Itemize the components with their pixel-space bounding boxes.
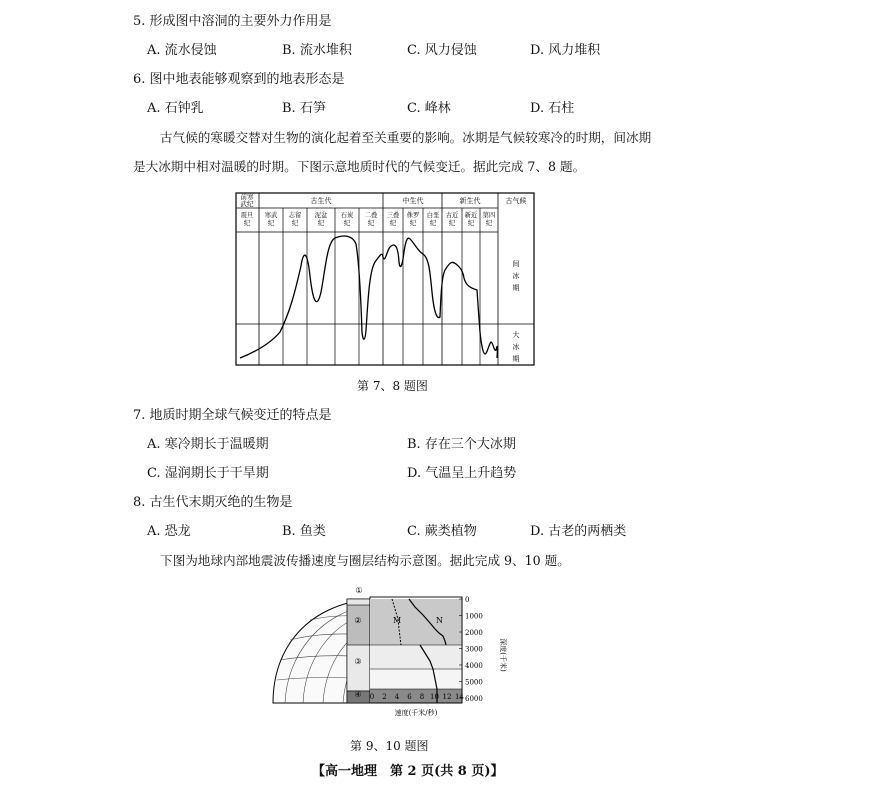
passage2: 下图为地球内部地震波传播速度与圈层结构示意图。据此完成 9、10 题。 — [160, 553, 570, 568]
period-label: 纪 — [317, 220, 325, 227]
period-label: 白垩 — [426, 212, 440, 219]
speed-tick: 14 — [455, 693, 464, 701]
q5-option-a: A. 流水侵蚀 — [147, 43, 217, 58]
period-label: 纪 — [343, 220, 351, 227]
q6-stem: 6. 图中地表能够观察到的地表形态是 — [133, 72, 345, 87]
period-label: 第四 — [482, 212, 496, 219]
q5-option-b: B. 流水堆积 — [282, 43, 352, 58]
speed-tick: 12 — [442, 693, 452, 701]
period-label: 纪 — [409, 220, 417, 227]
q8-option-a: A. 恐龙 — [147, 524, 191, 539]
depth-tick: 2000 — [465, 629, 483, 637]
speed-tick: 2 — [382, 693, 387, 701]
cenozoic-label: 新生代 — [459, 197, 481, 205]
period-label: 志留 — [288, 212, 302, 219]
q6-option-b: B. 石笋 — [282, 101, 326, 116]
period-label: 新近 — [464, 212, 478, 219]
wave-label-n: N — [436, 616, 443, 625]
q5-option-d: D. 风力堆积 — [530, 43, 601, 58]
paleoclimate-label: 古气候 — [505, 197, 527, 205]
period-label: 纪 — [389, 220, 397, 227]
precambrian-label: 前寒 — [240, 193, 254, 201]
glacial-label: 冰 — [512, 343, 520, 351]
speed-tick: 4 — [394, 693, 400, 701]
period-label: 石炭 — [340, 212, 354, 219]
mesozoic-label: 中生代 — [402, 197, 424, 205]
interglacial-label: 间 — [512, 260, 520, 268]
speed-tick: 8 — [419, 693, 425, 701]
period-label: 二叠 — [364, 212, 378, 219]
q7-option-c: C. 湿润期长于干旱期 — [147, 466, 269, 481]
period-label: 纪 — [485, 220, 493, 227]
depth-axis-label: 深度(千米) — [499, 638, 507, 672]
q8-option-d: D. 古老的两栖类 — [530, 524, 627, 539]
period-label: 震旦 — [240, 212, 254, 219]
period-label: 寒武 — [264, 212, 278, 219]
depth-tick: 6000 — [465, 695, 483, 703]
interglacial-label: 冰 — [512, 272, 520, 280]
page-footer: 【高一地理 第 2 页(共 8 页)】 — [312, 764, 504, 779]
earth-interior-figure — [265, 585, 515, 720]
q8-option-b: B. 鱼类 — [282, 524, 326, 539]
depth-tick: 4000 — [465, 662, 483, 670]
period-label: 侏罗 — [406, 212, 420, 219]
svg-text:武纪: 武纪 — [240, 200, 254, 208]
layer-marker: ④ — [354, 690, 362, 699]
speed-tick: 10 — [430, 693, 439, 701]
wave-label-m: M — [393, 616, 402, 625]
paleozoic-label: 古生代 — [310, 197, 332, 205]
q8-option-c: C. 蕨类植物 — [407, 524, 477, 539]
q6-option-d: D. 石柱 — [530, 101, 575, 116]
period-label: 纪 — [429, 220, 437, 227]
depth-tick: 0 — [465, 596, 470, 604]
climate-history-figure — [235, 192, 535, 367]
layer-marker: ③ — [354, 657, 362, 666]
q7-option-d: D. 气温呈上升趋势 — [407, 466, 517, 481]
period-label: 纪 — [467, 220, 475, 227]
period-label: 纪 — [243, 220, 251, 227]
period-label: 泥盆 — [314, 212, 328, 219]
depth-tick: 5000 — [465, 678, 483, 687]
period-label: 古近 — [445, 212, 459, 219]
glacial-label: 大 — [512, 331, 520, 339]
q7-option-a: A. 寒冷期长于温暖期 — [147, 437, 269, 452]
q7-option-b: B. 存在三个大冰期 — [407, 437, 516, 452]
q7-stem: 7. 地质时期全球气候变迁的特点是 — [133, 408, 332, 423]
layer-marker: ① — [355, 586, 363, 595]
interglacial-label: 期 — [512, 284, 520, 292]
q8-stem: 8. 古生代末期灭绝的生物是 — [133, 495, 293, 510]
q5-option-c: C. 风力侵蚀 — [407, 43, 477, 58]
period-label: 三叠 — [386, 212, 400, 219]
speed-axis-label: 速度(千米/秒) — [394, 709, 438, 717]
speed-tick: 0 — [369, 693, 375, 701]
period-label: 纪 — [267, 220, 275, 227]
figure2-caption: 第 9、10 题图 — [350, 739, 429, 753]
depth-tick: 1000 — [465, 612, 483, 621]
glacial-label: 期 — [512, 355, 520, 363]
q6-option-a: A. 石钟乳 — [147, 101, 204, 116]
q6-option-c: C. 峰林 — [407, 101, 451, 116]
period-label: 纪 — [448, 220, 456, 227]
period-label: 纪 — [367, 220, 375, 227]
figure1-caption: 第 7、8 题图 — [357, 379, 428, 393]
depth-tick: 3000 — [465, 645, 483, 654]
layer-marker: ② — [354, 616, 362, 625]
q5-stem: 5. 形成图中溶洞的主要外力作用是 — [133, 14, 332, 29]
passage1-line1: 古气候的寒暖交替对生物的演化起着至关重要的影响。冰期是气候较寒冷的时期，间冰期 — [160, 130, 652, 145]
speed-tick: 6 — [407, 693, 412, 701]
passage1-line2: 是大冰期中相对温暖的时期。下图示意地质时代的气候变迁。据此完成 7、8 题。 — [133, 159, 586, 174]
period-label: 纪 — [291, 220, 299, 227]
